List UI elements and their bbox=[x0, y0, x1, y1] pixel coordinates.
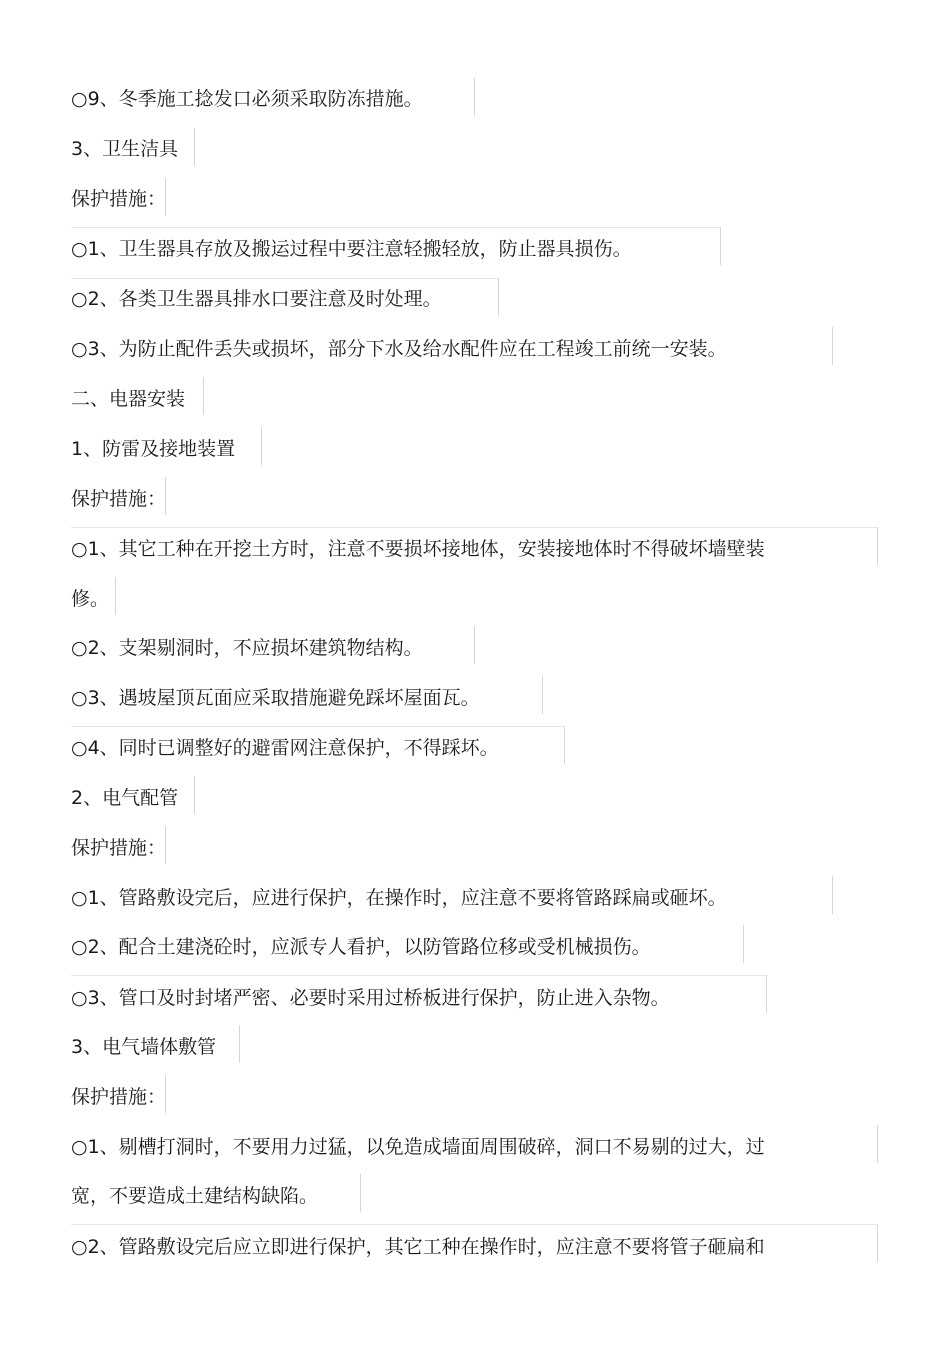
guide-rule bbox=[71, 227, 721, 228]
text-line-16: 保护措施： bbox=[71, 837, 167, 859]
guide-rule bbox=[71, 278, 499, 279]
text-line-20: 3、电气墙体敷管 bbox=[71, 1036, 217, 1058]
guide-rule bbox=[194, 776, 195, 814]
text-line-24: ○2、管路敷设完后应立即进行保护，其它工种在操作时，应注意不要将管子砸扁和 bbox=[71, 1236, 765, 1258]
guide-rule bbox=[71, 726, 565, 727]
guide-rule bbox=[542, 676, 543, 714]
text-line-8: 1、防雷及接地装置 bbox=[71, 438, 236, 460]
guide-rule bbox=[71, 1224, 877, 1225]
text-line-18: ○2、配合土建浇砼时，应派专人看护，以防管路位移或受机械损伤。 bbox=[71, 936, 651, 958]
guide-rule bbox=[564, 726, 565, 764]
text-line-22: ○1、剔槽打洞时，不要用力过猛，以免造成墙面周围破碎，洞口不易剔的过大，过 bbox=[71, 1136, 765, 1158]
text-line-9: 保护措施： bbox=[71, 488, 167, 510]
guide-rule bbox=[474, 626, 475, 664]
guide-rule bbox=[832, 876, 833, 914]
guide-rule bbox=[832, 327, 833, 365]
guide-rule bbox=[743, 925, 744, 963]
text-line-17: ○1、管路敷设完后，应进行保护，在操作时，应注意不要将管路踩扁或砸坏。 bbox=[71, 887, 727, 909]
text-line-15: 2、电气配管 bbox=[71, 787, 179, 809]
guide-rule bbox=[720, 227, 721, 265]
text-line-1: ○9、冬季施工捻发口必须采取防冻措施。 bbox=[71, 88, 423, 110]
text-line-23: 宽，不要造成土建结构缺陷。 bbox=[71, 1185, 319, 1207]
guide-rule bbox=[239, 1025, 240, 1063]
text-line-2: 3、卫生洁具 bbox=[71, 138, 179, 160]
guide-rule bbox=[877, 527, 878, 565]
text-line-6: ○3、为防止配件丢失或损坏，部分下水及给水配件应在工程竣工前统一安装。 bbox=[71, 338, 727, 360]
text-line-13: ○3、遇坡屋顶瓦面应采取措施避免踩坏屋面瓦。 bbox=[71, 687, 480, 709]
guide-rule bbox=[165, 178, 166, 216]
text-line-4: ○1、卫生器具存放及搬运过程中要注意轻搬轻放，防止器具损伤。 bbox=[71, 238, 632, 260]
section-heading: 二、电器安装 bbox=[71, 388, 186, 410]
guide-rule bbox=[165, 826, 166, 864]
text-line-5: ○2、各类卫生器具排水口要注意及时处理。 bbox=[71, 288, 442, 310]
guide-rule bbox=[165, 1075, 166, 1113]
guide-rule bbox=[194, 128, 195, 166]
guide-rule bbox=[360, 1174, 361, 1212]
guide-rule bbox=[766, 975, 767, 1013]
text-line-21: 保护措施： bbox=[71, 1086, 167, 1108]
text-line-10: ○1、其它工种在开挖土方时，注意不要损坏接地体，安装接地体时不得破坏墙壁装 bbox=[71, 538, 765, 560]
guide-rule bbox=[203, 377, 204, 415]
guide-rule bbox=[71, 975, 767, 976]
text-line-14: ○4、同时已调整好的避雷网注意保护，不得踩坏。 bbox=[71, 737, 499, 759]
guide-rule bbox=[261, 427, 262, 465]
guide-rule bbox=[877, 1224, 878, 1262]
guide-rule bbox=[71, 527, 877, 528]
guide-rule bbox=[474, 78, 475, 116]
guide-rule bbox=[165, 477, 166, 515]
text-line-11: 修。 bbox=[71, 588, 110, 610]
guide-rule bbox=[877, 1125, 878, 1163]
guide-rule bbox=[115, 577, 116, 615]
guide-rule bbox=[498, 278, 499, 316]
text-line-12: ○2、支架剔洞时，不应损坏建筑物结构。 bbox=[71, 637, 423, 659]
text-line-19: ○3、管口及时封堵严密、必要时采用过桥板进行保护，防止进入杂物。 bbox=[71, 987, 670, 1009]
text-line-3: 保护措施： bbox=[71, 188, 167, 210]
